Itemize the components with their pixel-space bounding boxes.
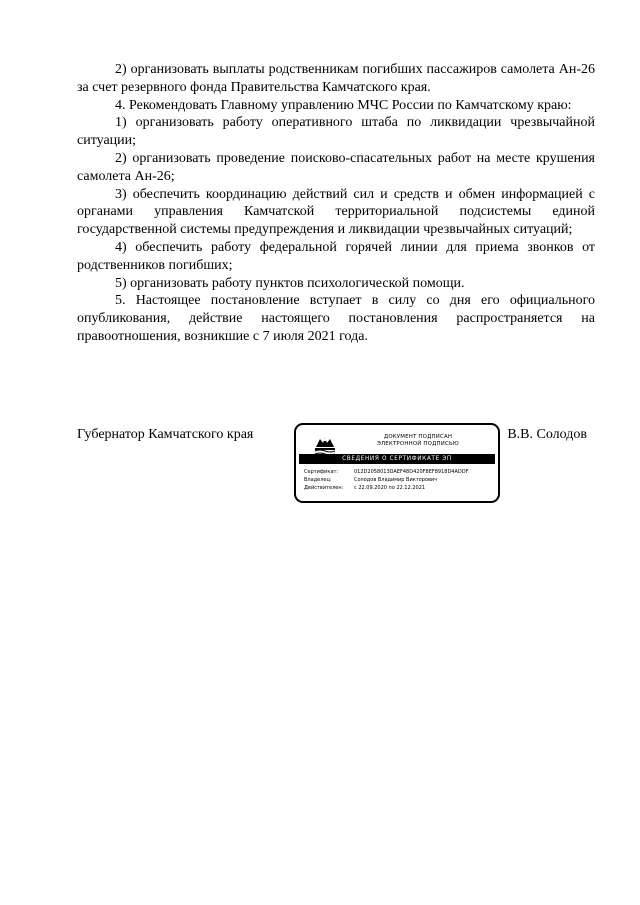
- paragraph: 4) обеспечить работу федеральной горячей линии для приема звонков от родственников погибших;: [77, 239, 595, 273]
- stamp-row-validity: Действителен: с 22.09.2020 по 22.12.2021: [304, 485, 426, 491]
- signer-name: В.В. Солодов: [507, 427, 587, 442]
- stamp-row-owner: Владелец: Солодов Владимир Викторович: [304, 477, 438, 483]
- electronic-signature-stamp: [294, 423, 500, 503]
- signature-block: [77, 423, 595, 513]
- stamp-row-certificate: Сертификат: 012D2058013DAEF48D420F8EF8918D4ADDF: [304, 469, 469, 475]
- paragraph: 5. Настоящее постановление вступает в силу со дня его официального опубликования, действие настоящего постановления распространяется на правоотношения, возникшие с 7 июля 2021 года.: [77, 293, 595, 344]
- document-body: [77, 61, 595, 346]
- paragraph: 2) организовать проведение поисково-спасательных работ на месте крушения самолета Ан-26;: [77, 150, 595, 184]
- paragraph: 3) обеспечить координацию действий сил и средств и обмен информацией с органами управления Камчатской территориальной подсистемы единой государственной системы предупреждения и ликвидации чрезвычайных ситуаций;: [77, 186, 595, 238]
- stamp-details: [304, 468, 492, 492]
- paragraph: 1) организовать работу оперативного штаба по ликвидации чрезвычайной ситуации;: [77, 115, 595, 149]
- signer-title: Губернатор Камчатского края: [77, 427, 254, 442]
- paragraph: 2) организовать выплаты родственникам погибших пассажиров самолета Ан-26 за счет резервного фонда Правительства Камчатского края.: [77, 62, 595, 95]
- stamp-certificate-bar: СВЕДЕНИЯ О СЕРТИФИКАТЕ ЭП: [299, 454, 495, 464]
- stamp-heading: ДОКУМЕНТ ПОДПИСАН ЭЛЕКТРОННОЙ ПОДПИСЬЮ: [377, 434, 459, 447]
- paragraph: 5) организовать работу пунктов психологической помощи.: [115, 275, 465, 291]
- paragraph: 4. Рекомендовать Главному управлению МЧС России по Камчатскому краю:: [115, 97, 572, 113]
